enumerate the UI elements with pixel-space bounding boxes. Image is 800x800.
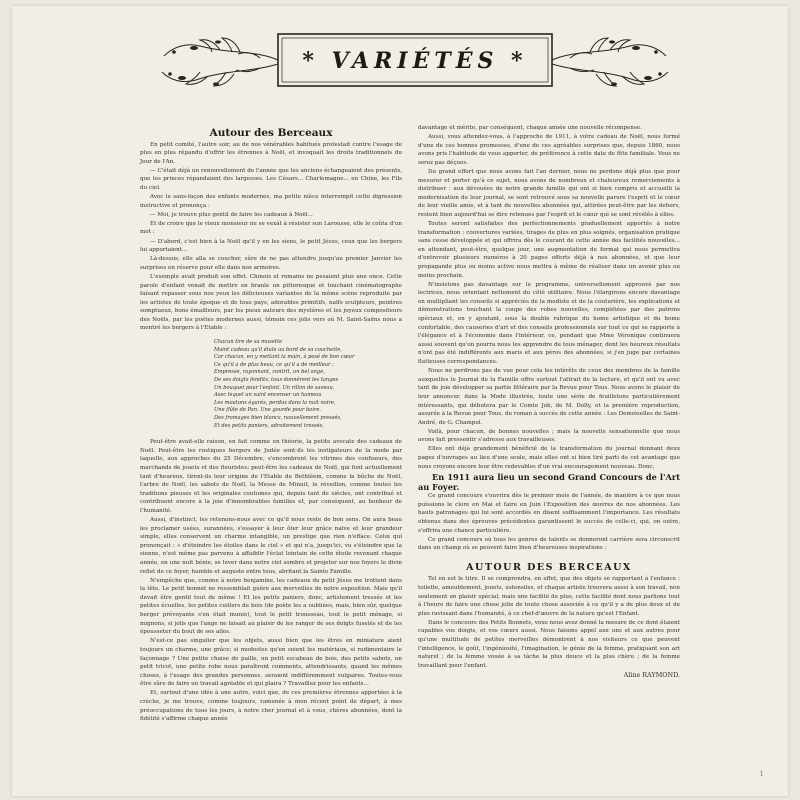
paragraph: davantage et mérite, par conséquent, chaque année une nouvelle récompense.	[418, 125, 642, 131]
poem-line: Car chacun, en y mettant la main, à posé de bon cœur	[214, 354, 355, 361]
paragraph: Et de croire que le vieux monsieur ne se vexât à résister son Larousse, elle le coûta d'un mot :	[140, 220, 402, 236]
paragraph: Aussi, d'instinct, les retenons-nous avec ce qu'il nous reste de bon sens. On aura beau les proclamer usées, surannées, s'essayer à leur ôter leur grâce naïve et leur grandeur simple, elles conservent un charme intangible, un prestige que rien n'efface. Celui qui prononçait : « d'éteindre les étoiles dans le ciel » et qui n'a, jusqu'ici, vu s'éteindre que la sienne, n'est même pas parvenu à affaiblir l'éclat lointain de cette étoile revenant chaque année, en une nuit bénie, se lever dans notre ciel sombre et projeter sur nos foyers le divin reflet de ce foyer, humble et auguste entre tous, abritant la Sainte Famille.	[140, 517, 402, 575]
paragraph: N'est-ce pas singulier que les objets, aussi bien que les êtres en miniature aient toujours un charme, une grâce; si modestes qu'en soient les matériaux, si rudimentaire le façonnage ? Une petite chaise de paille, un petit escabeau de bois, des petits sabots, un petit tricot, une petite robe nous paraîtront comments, attendrissants, quand les mêmes choses, à l'usage des grandes personnes, seraient indifféremment vulgaires. Toutes-vous être sûre de faire un travail agréable et qui plaira ? Travaillez pour les enfants...	[140, 638, 402, 688]
section-title: * VARIÉTÉS *	[302, 48, 528, 74]
poem-line: De ses doigts fendits, tous donnèrent les tanges	[214, 377, 339, 384]
article-headline: Autour des Berceaux	[209, 127, 333, 139]
paragraph: — C'était déjà un renouvellement de l'année que les anciens échangeaient des présents, que les princes répandaient des largesses. Les Césars... Charlemagne... en Chine, les Fils du ciel.	[140, 167, 402, 191]
paragraph: Aussi, vous attendez-vous, à l'approche de 1911, à votre cadeau de Noël, nous formé d'une de ces bonnes promesses, d'une de ces agréables surprises que, depuis 1860, nous avons pris l'habitude de vous apporter, de préférence à cette date de fête familiale. Vous ne serez pas déçues.	[418, 134, 680, 166]
poem-line: Ce qu'il a de plus beau, ce qu'il a de meilleur :	[214, 361, 334, 368]
paragraph: Peut-être avait-elle raison, en fait comme en théorie, la petite avocate des cadeaux de Noël. Peut-être les rustiques bergers de Judée sont-ils les instigateurs de la mode par laquelle, aux approches du 25 Décembre, s'encombrent les vitrines des confiseurs, des marchands de jouets et des fleuristes; peut-être les cadeaux de Noël, qui font actuellement tant d'heureux, tirent-ils leur origine de l'Etable de Bethléem, comme la bûche de Noël, l'arbre de Noël, les sabots de Noël, la Messe de Minuit, le réveillon, comme toutes les traditions pieuses et les originales coutumes qui, depuis tant de siècles, ont contribué et contribuent encore à la joie d'innombrables familles et, par conséquent, au bonheur de l'humanité.	[140, 439, 402, 514]
paragraph: Là-dessus, elle alla se coucher, sûre de ne pas attendre jusqu'au premier Janvier les surprises en réserve pour elle dans nos armoires.	[140, 256, 402, 271]
contest-headline: AUTOUR DES BERCEAUX	[466, 561, 632, 573]
paragraph: En petit comité, l'autre soir, au de nos vénérables habitués protestait contre l'usage de plus en plus répandu d'offrir les étrennes à Noël, et invoquait les droits traditionnels du Jour de l'An.	[140, 141, 402, 165]
right-column	[418, 124, 680, 680]
poem-line: Et des petits paniers, adroitement tressés.	[214, 422, 324, 429]
poem-line: Empresse, rayonnant, contrit, un bel ange,	[214, 369, 325, 376]
paragraph: N'empêche que, comme à notre benjamine, les cadeaux du petit Jésus me trottent dans la tête. Le petit bonnet ne ressemblait guère aux merveilles de notre exposition. Mais qu'il devait être gentil tout de même ! Et les petits paniers, donc, artistement tressés et les petites écuelles, les petites cuillers de bois (de poète les a oubliées, mais, bien sûr, quelque berger prévoyante s'en était munie), tout le petit trousseau, tout le petit ménage, si mignons, si jolis que l'ange ne faisait au plaisir de les ranger de ses doigts fuselés et de les épousseter du bout de ses ailes.	[140, 577, 402, 636]
section-banner	[160, 28, 670, 98]
paragraph: Du grand effort que nous avons fait l'an dernier, nous ne perdons déjà plus que pour mesurer et porter qu'à ce sujet, nous avons de nombreux et chaleureux remerciements à distribuer : aux dévouées de notre grande famille qui ont si bien compris et accueilli la modernisation de leur journal, se sont retrouvé sous sa nouvelle parure l'esprit et le cœur de leur vieille amie, et à tant de nouvelles abonnées qui, attirées peut-être par les dehors, restent bien aujourd'hui se dire retenues par l'esprit et le cœur qui se sont révélés à elles.	[418, 168, 680, 218]
paragraph: Ce grand concours s'ouvrira dès le premier mois de l'année, de manière à ce que nous puissions le clore en Mai et faire en Juin l'Exposition des œuvres de nos abonnées. Les hauts patronages qui lui sont accordés en disent suffisamment l'importance. Les résultats obtenus dans des épreuves précédentes garantissent le succès de celle-ci, qui, on outre, s'offrira une chance particulière.	[418, 493, 680, 534]
paragraph: Avec le sans-façon des enfants modernes, ma petite nièce interrompit cette digression instructive et prononça :	[140, 194, 402, 209]
author-signature: Aline RAYMOND.	[623, 670, 680, 679]
paragraph: Dans le concours des Petits Bonnets, vous nous avez donné la mesure de ce dont étaient capables vos doigts, et vos cœurs aussi. Nous faisons appel aux uns et aux autres pour qu'une multitude de petites merveilles démontrent à nos visiteurs ce que peuvent l'intelligence, le goût, l'ingéniosité, l'imagination, le génie de la femme, pratiquant son art naturel ; de la femme vouée à sa tâche la plus douce et la plus chère ; de la femme travaillant pour l'enfant.	[418, 619, 680, 669]
poem-line: Des fromages bien blancs, nouvellement pressés,	[214, 415, 342, 421]
paragraph: Tel en est le titre. Il se comprendra, en effet, que des objets se rapportant à l'enfance : toilette, ameublement, jouets, ustensiles, et chaque artiste trouvera aussi à son travail, non seulement un plaisir spécial, mais une facilité de plus, cette facilité dont nous parlions tout à l'heure de faire une chose jolie de toute chose associée à ce qu'il y a de plus doux et de plus ravissant dans l'humanité, à ce chef-d'œuvre de la nature qu'est l'Enfant.	[418, 576, 680, 617]
paragraph: — D'abord, c'est bien à la Noël qu'il y en les siens, le petit Jésus, ceux que les bergers lui apportaient...	[140, 238, 402, 254]
poem-line: Maint cadeau qu'il étale au bord de sa couchette,	[214, 346, 342, 353]
paragraph: Ce grand concours où tous les genres de talents se donneront carrière sera circonscrit dans un champ où se peuvent faire bien d'heureuses inspirations :	[418, 536, 680, 552]
poem-line: Avec lequel un saint encenser un hameau	[214, 392, 322, 399]
paragraph: Toutes seront satisfaites des perfectionnements graduellement apportés à notre transformation : couvertures variées, tirages de plus en plus soignés, organisation pratique sans cesse développée et qui offrira dès le courant de cette année des facilités nouvelles... en attendant, peut-être, quelque jour, une augmentation de format qui nous permettra d'entrevoir plusieurs numéros à 20 pages offerts déjà à nos abonnées, et que leur propagande plus ou moins active nous mettra à même de réaliser dans un avenir plus ou moins prochain.	[418, 221, 680, 279]
paragraph: Elles ont déjà grandement bénéficié de la transformation du journal donnant deux pages d'ouvrages au lieu d'une seule, mais elles ont si bien tiré parti de cet avantage que nous croyons encore leur être redevables d'un vrai encouragement nouveau. Donc,	[418, 446, 680, 470]
poem-block	[214, 339, 402, 430]
paragraph: Voilà, pour chacun, de bonnes nouvelles ; mais la nouvelle sensationnelle que nous avons fait pressentir s'adresse aux travailleuses.	[418, 428, 680, 444]
poem-line: Une flûte de Pan. Une gourde pour boire.	[214, 407, 322, 414]
paragraph: Et, surtout d'une idée à une autre, voici que, de ces premières étrennes apportées à la crèche, je me trouve, comme toujours, ramenée à mon récent point de départ, à mes préoccupations de tous les jours, à notre cher journal et à vous, chères abonnées, dont la fidélité s'affirme chaque année	[140, 690, 402, 723]
paragraph: Nous ne perdrons pas de vue pour cela les intérêts de ceux des membres de la famille auxquelles le Journal de la Famille offre surtout l'attrait de la lecture, et qu'il ont vu avec tant de joie développer sa partie littéraire par la Revue pour Tous. Nous avons le plaisir de leur annoncer, dans la Mode illustrée, toute une série de feuilletons particulièrement intéressants, qui débutera par le Comte Job, de M. Dolly, et la première reproduction, assurée à la Revue pour Tous, du roman à succès de cette année : Les Demoiselles de Saint-André, de G. Champol.	[418, 368, 680, 426]
poem-line: Chacun tire de sa musette	[214, 339, 283, 346]
page-mark: 1	[759, 770, 764, 778]
paragraph: N'insistons pas davantage sur le programme, universellement approuvé par nos lectrices, nous orientant nettement du côté utilitaire. Nous l'élargirons encore davantage en multipliant les conseils si appréciés de la modiste et de la couturière, les explications et démonstrations touchant la coupe des robes nouvelles, complétées par des patrons spéciaux et, en y ajoutant, sous la double rubrique du home artistique et du home confortable, des causeries d'art et des conseils professionnels sur tout ce qui se rapporte à l'élégance et à l'économie dans l'intérieur, ce, pendant que Mme Véronique continuera aussi souvent qu'on pourra nous les apprendre de tous ménager, dont les heureux résultats n'ont pas été indifférents aux maris et aux pères des abonnées, si j'en juge par certaines flatteuses correspondances.	[418, 281, 680, 366]
paragraph: L'exemple avait produit son effet. Chinois et romains ne pesaient plus une once. Cette parole d'enfant venait de mettre en branle un pittoresque et touchant cinématographe faisant repasser sous nos yeux les délicieuses variantes de la même scène reproduite par les artistes de toute époque et de tous pays, adorables primitifs, naïfs sculpteurs, peintres somptueux, bons émailleurs, par les pieux auteurs des mystères et les joyeux compositeurs des Noëls, par les poètes modernes aussi, témoin ces jolis vers où M. Saint-Saëns nous a montré les bergers à l'Etable :	[140, 273, 402, 332]
contest-announcement: En 1911 aura lieu un second Grand Concours de l'Art au Foyer.	[418, 471, 680, 492]
newspaper-page	[12, 6, 788, 796]
poem-line: Un bouquet pour l'enfant. Un rillon de saveau,	[214, 384, 335, 391]
paragraph: — Moi, je trouve plus gentil de faire les cadeaux à Noël...	[150, 211, 313, 218]
poem-line: Les moutons égarés, perdus dans la nuit noire,	[214, 399, 336, 406]
left-column	[140, 126, 402, 724]
